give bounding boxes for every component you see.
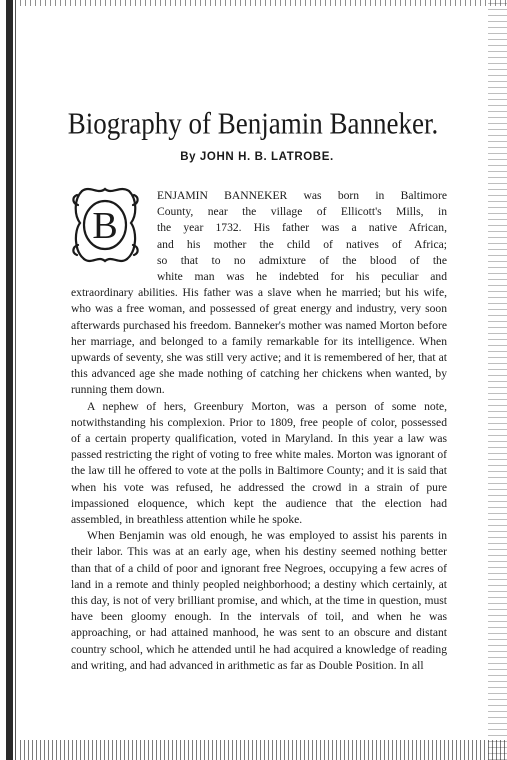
byline-prefix: By (180, 151, 197, 163)
paragraph-2: A nephew of hers, Greenbury Morton, was a person of some note, notwithstanding his complexion. Prior to 1809, free people of color, possessed of a certain property qualification, voted in Maryland. In this year a law was passed restricting the right of voting to free white males. Morton was ignorant of the law till he offered to vote at the polls in Baltimore County; and it is said that when his vote was refused, he addressed the crowd in a strain of pure impassioned eloquence, which kept the audience that the election had assembled, in breathless attention while he spoke. (71, 399, 447, 527)
article-body (71, 188, 447, 674)
article-title: Biography of Benjamin Banneker. (67, 106, 439, 141)
lead-line-1: ENJAMIN BANNEKER was born in Baltimore (157, 189, 447, 202)
scan-noise-right (488, 0, 507, 760)
lead-line-2: County, near the village of Ellicott's Mills, in (157, 205, 447, 219)
lead-block (157, 188, 447, 285)
lead-line-6: white man was he indebted for his peculiar and (157, 270, 447, 284)
paragraph-3: When Benjamin was old enough, he was employed to assist his parents in their labor. This was at an early age, when his destiny seemed nothing better than that of a child of poor and ignorant free Negroes, occupying a few acres of land in a remote and thinly peopled neighborhood; a destiny which certainly, at this day, is not of very brilliant promise, and which, at the time in question, must have been gloomy enough. In the intervals of toil, and when he was approaching, or had attained manhood, he was sent to an obscure and distant country school, which he attended until he had acquired a knowledge of reading and writing, and had advanced in arithmetic as far as Double Position. In all (71, 529, 447, 672)
byline (132, 151, 382, 163)
scan-noise-top (20, 0, 507, 6)
author-name: JOHN H. B. LATROBE. (199, 151, 334, 163)
lead-line-5: so that to no admixture of the blood of the (157, 253, 447, 267)
paragraph-1-continued: extraordinary abilities. His father was a slave when he married; but his wife, who was a free woman, and possessed of great energy and industry, very soon afterwards purchased his freedom. Banneker's mother was named Morton before her marriage, and belonged to a family remarkable for its intelligence. When upwards of seventy, she was still very active; and it is remembered of her, that at this advanced age she made nothing of catching her chickens when wanted, by running them down. (71, 286, 447, 397)
lead-line-3: the year 1732. His father was a native African, (157, 221, 447, 235)
dropcap-letter: B (92, 205, 118, 247)
scan-noise-bottom (20, 740, 507, 760)
page-binding-line (15, 0, 16, 760)
page-binding-edge (6, 0, 13, 760)
lead-line-4: and his mother the child of natives of Africa; (157, 237, 447, 251)
